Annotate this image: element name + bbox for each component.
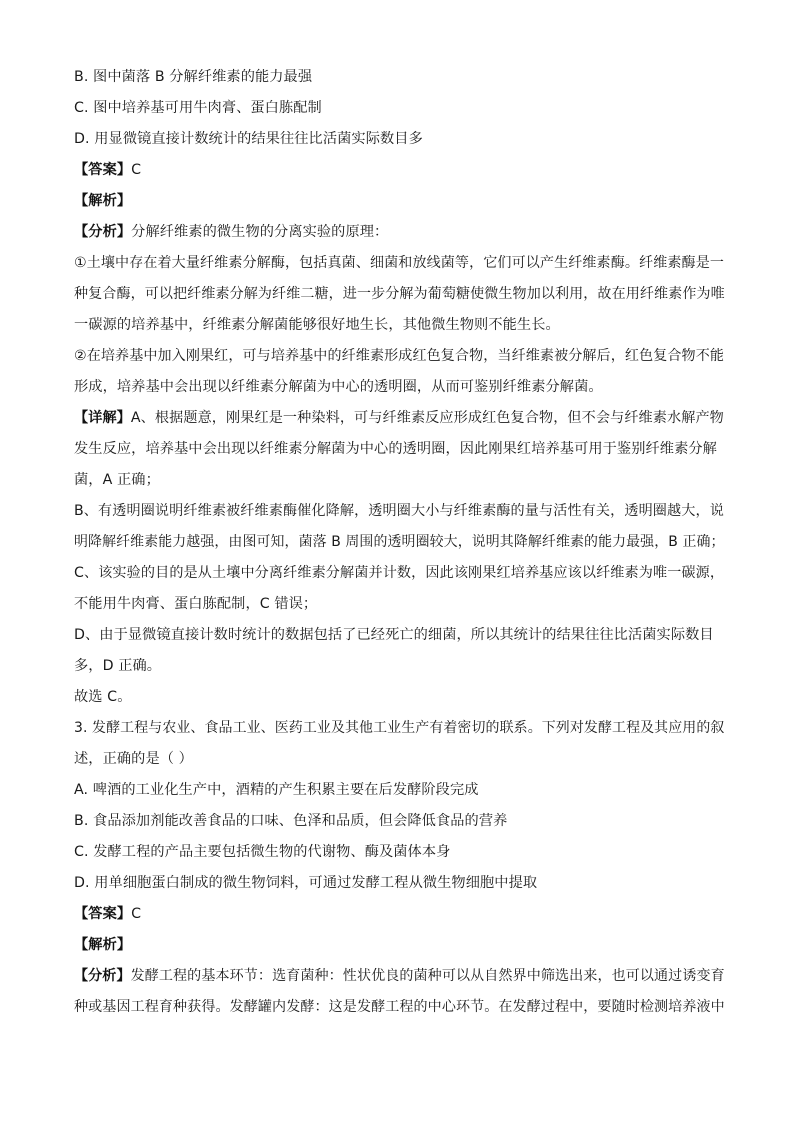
text-line [74,310,724,341]
text-line [74,403,724,434]
text-line [74,930,724,961]
text-line [74,651,724,682]
line-text: 菌，A 正确； [74,472,160,488]
section-tag: 【解析】 [74,937,132,953]
line-text: C、该实验的目的是从土壤中分离纤维素分解菌并计数，因此该刚果红培养基应该以纤维素为唯一碳源， [74,565,725,581]
document-body [74,62,724,1023]
line-text: ①土壤中存在着大量纤维素分解酶，包括真菌、细菌和放线菌等，它们可以产生纤维素酶。纤维素酶是一 [74,255,725,271]
text-line [74,527,724,558]
line-text: ②在培养基中加入刚果红，可与培养基中的纤维素形成红色复合物，当纤维素被分解后，红色复合物不能 [74,348,725,364]
text-line [74,992,724,1023]
text-line [74,558,724,589]
text-line [74,155,724,186]
line-text: 发酵工程的基本环节：选育菌种：性状优良的菌种可以从自然界中筛选出来，也可以通过诱变育 [130,968,725,984]
section-tag: 【分析】 [74,968,131,984]
text-line [74,744,724,775]
line-text: 发生反应，培养基中会出现以纤维素分解菌为中心的透明圈，因此刚果红培养基可用于鉴别纤维素分解 [74,441,717,457]
text-line [74,775,724,806]
section-tag: 【答案】 [74,162,132,178]
text-line [74,93,724,124]
text-line [74,124,724,155]
line-text: 形成，培养基中会出现以纤维素分解菌为中心的透明圈，从而可鉴别纤维素分解菌。 [74,379,603,395]
line-text: D、由于显微镜直接计数时统计的数据包括了已经死亡的细菌，所以其统计的结果往往比活菌实际数目 [74,627,714,643]
text-line [74,434,724,465]
text-line [74,899,724,930]
text-line [74,496,724,527]
text-line [74,682,724,713]
text-line [74,868,724,899]
line-text: B. 食品添加剂能改善食品的口味、色泽和品质，但会降低食品的营养 [74,813,508,829]
line-text: D. 用显微镜直接计数统计的结果往往比活菌实际数目多 [74,131,423,147]
line-text: 述，正确的是（ ） [74,751,193,767]
section-tag: 【解析】 [74,193,132,209]
line-text: 多，D 正确。 [74,658,162,674]
line-text: B、有透明圈说明纤维素被纤维素酶催化降解，透明圈大小与纤维素酶的量与活性有关，透明圈越大，说 [74,503,724,519]
line-text: B. 图中菌落 B 分解纤维素的能力最强 [74,69,313,85]
text-line [74,589,724,620]
line-text: A、根据题意，刚果红是一种染料，可与纤维素反应形成红色复合物，但不会与纤维素水解产物 [130,410,724,426]
text-line [74,465,724,496]
text-line [74,186,724,217]
line-text: C. 图中培养基可用牛肉膏、蛋白胨配制 [74,100,322,116]
line-text: 一碳源的培养基中，纤维素分解菌能够很好地生长，其他微生物则不能生长。 [74,317,560,333]
text-line [74,341,724,372]
line-text: 不能用牛肉膏、蛋白胨配制，C 错误； [74,596,318,612]
text-line [74,372,724,403]
text-line [74,217,724,248]
line-text: C. 发酵工程的产品主要包括微生物的代谢物、酶及菌体本身 [74,844,451,860]
section-tag: 【答案】 [74,906,132,922]
line-text: C [131,906,142,922]
line-text: 分解纤维素的微生物的分离实验的原理： [131,224,389,240]
section-tag: 【分析】 [74,224,132,240]
line-text: 种复合酶，可以把纤维素分解为纤维二糖，进一步分解为葡萄糖使微生物加以利用，故在用纤维素作为唯 [74,286,725,302]
text-line [74,248,724,279]
text-line [74,279,724,310]
line-text: D. 用单细胞蛋白制成的微生物饲料，可通过发酵工程从微生物细胞中提取 [74,875,538,891]
text-line [74,837,724,868]
line-text: C [131,162,142,178]
text-line [74,961,724,992]
text-line [74,713,724,744]
line-text: 明降解纤维素能力越强，由图可知，菌落 B 周围的透明圈较大，说明其降解纤维素的能力最强，B 正确； [74,534,725,550]
section-tag: 【详解】 [74,410,131,426]
line-text: A. 啤酒的工业化生产中，酒精的产生积累主要在后发酵阶段完成 [74,782,479,798]
text-line [74,620,724,651]
text-line [74,62,724,93]
line-text: 故选 C。 [74,689,132,705]
line-text: 种或基因工程育种获得。发酵罐内发酵：这是发酵工程的中心环节。在发酵过程中，要随时检测培养液中 [74,999,725,1015]
line-text: 3. 发酵工程与农业、食品工业、医药工业及其他工业生产有着密切的联系。下列对发酵工程及其应用的叙 [74,720,725,736]
text-line [74,806,724,837]
